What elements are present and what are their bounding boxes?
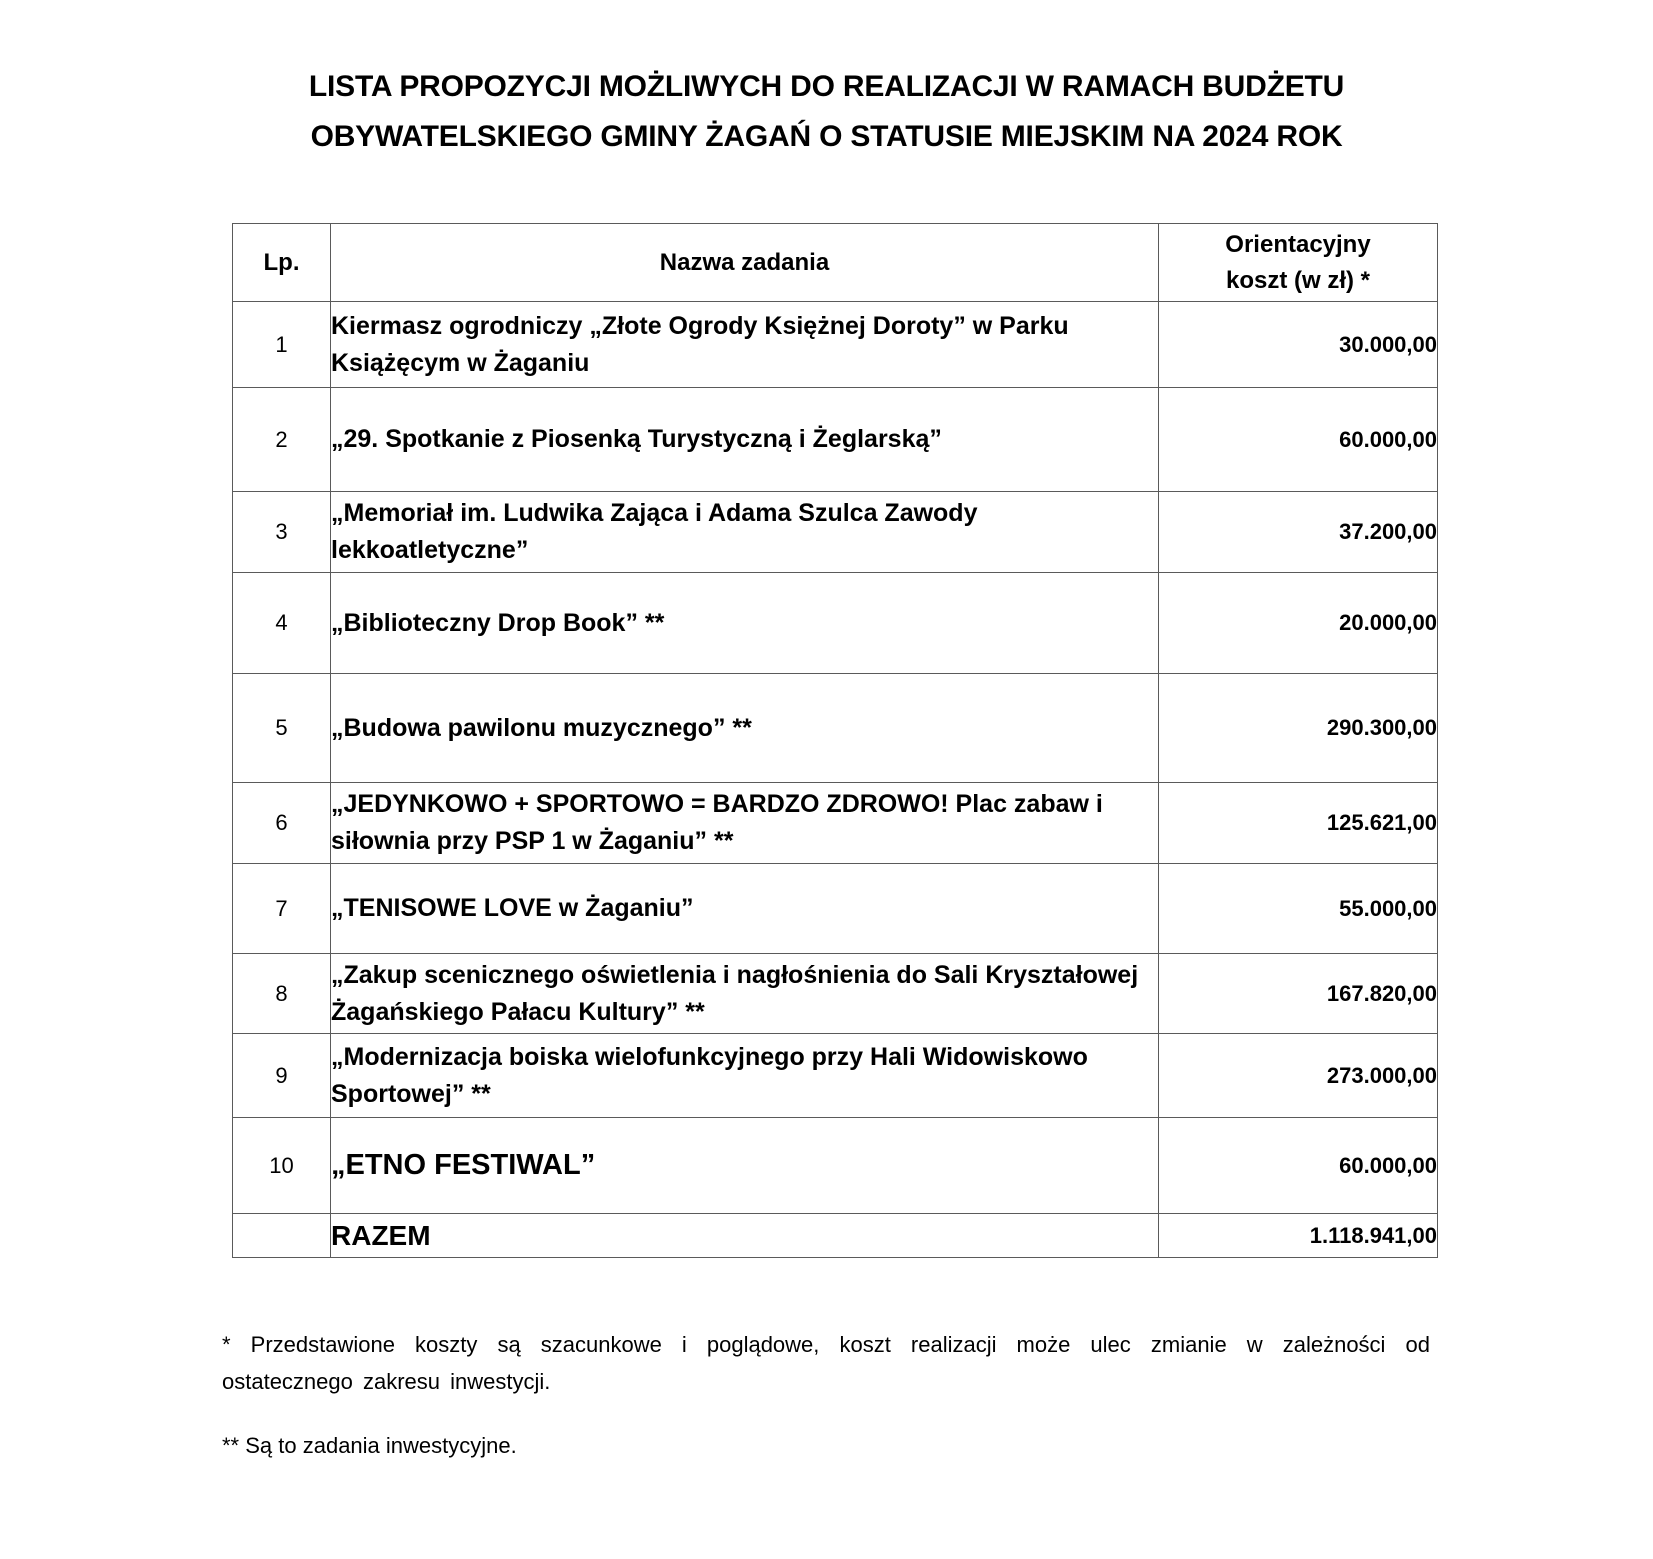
row-name: „ETNO FESTIWAL” [331, 1118, 1159, 1214]
header-lp: Lp. [233, 224, 331, 302]
row-lp: 6 [233, 783, 331, 864]
header-cost [1159, 224, 1438, 302]
row-lp: 7 [233, 864, 331, 954]
table-row [233, 783, 1438, 864]
header-name: Nazwa zadania [331, 224, 1159, 302]
proposals-table [232, 223, 1438, 1258]
total-label: RAZEM [331, 1214, 1159, 1258]
title-line-2: OBYWATELSKIEGO GMINY ŻAGAŃ O STATUSIE MIEJSKIM NA 2024 ROK [310, 120, 1343, 153]
row-name: „TENISOWE LOVE w Żaganiu” [331, 864, 1159, 954]
row-lp: 5 [233, 674, 331, 783]
table-row [233, 302, 1438, 388]
table-row [233, 864, 1438, 954]
table-row [233, 674, 1438, 783]
footnote-cost-estimate: * Przedstawione koszty są szacunkowe i poglądowe, koszt realizacji może ulec zmianie w zależności od ostatecznego zakresu inwestycji. [222, 1332, 1430, 1394]
row-name: Kiermasz ogrodniczy „Złote Ogrody Księżnej Doroty” w Parku Książęcym w Żaganiu [331, 302, 1159, 388]
row-name: „Budowa pawilonu muzycznego” ** [331, 674, 1159, 783]
row-name: „Modernizacja boiska wielofunkcyjnego przy Hali Widowiskowo Sportowej” ** [331, 1034, 1159, 1118]
row-name: „Memoriał im. Ludwika Zająca i Adama Szulca Zawody lekkoatletyczne” [331, 492, 1159, 573]
row-cost: 290.300,00 [1159, 674, 1438, 783]
table-row [233, 573, 1438, 674]
footnote-investment-tasks: ** Są to zadania inwestycyjne. [222, 1433, 517, 1458]
row-name: „JEDYNKOWO + SPORTOWO = BARDZO ZDROWO! Plac zabaw i siłownia przy PSP 1 w Żaganiu” ** [331, 783, 1159, 864]
total-cost: 1.118.941,00 [1159, 1214, 1438, 1258]
row-cost: 30.000,00 [1159, 302, 1438, 388]
table-row [233, 1118, 1438, 1214]
header-cost-line-2: koszt (w zł) * [1225, 266, 1370, 294]
header-cost-line-1: Orientacyjny [1225, 230, 1371, 258]
row-cost: 125.621,00 [1159, 783, 1438, 864]
document-title [0, 62, 1653, 162]
row-lp: 3 [233, 492, 331, 573]
row-cost: 273.000,00 [1159, 1034, 1438, 1118]
title-line-1: LISTA PROPOZYCJI MOŻLIWYCH DO REALIZACJI W RAMACH BUDŻETU [308, 70, 1345, 103]
row-cost: 20.000,00 [1159, 573, 1438, 674]
table-row [233, 388, 1438, 492]
table-header-row [233, 224, 1438, 302]
row-cost: 60.000,00 [1159, 388, 1438, 492]
table-row [233, 1034, 1438, 1118]
row-cost: 60.000,00 [1159, 1118, 1438, 1214]
total-row [233, 1214, 1438, 1258]
row-cost: 37.200,00 [1159, 492, 1438, 573]
row-cost: 167.820,00 [1159, 954, 1438, 1034]
row-lp: 4 [233, 573, 331, 674]
table-row [233, 954, 1438, 1034]
row-name: „Biblioteczny Drop Book” ** [331, 573, 1159, 674]
row-lp: 8 [233, 954, 331, 1034]
row-lp: 10 [233, 1118, 331, 1214]
row-lp: 1 [233, 302, 331, 388]
row-lp: 2 [233, 388, 331, 492]
total-lp [233, 1214, 331, 1258]
row-name: „Zakup scenicznego oświetlenia i nagłośnienia do Sali Kryształowej Żagańskiego Pałacu Kultury” ** [331, 954, 1159, 1034]
row-name: „29. Spotkanie z Piosenką Turystyczną i Żeglarską” [331, 388, 1159, 492]
row-cost: 55.000,00 [1159, 864, 1438, 954]
row-lp: 9 [233, 1034, 331, 1118]
table-row [233, 492, 1438, 573]
